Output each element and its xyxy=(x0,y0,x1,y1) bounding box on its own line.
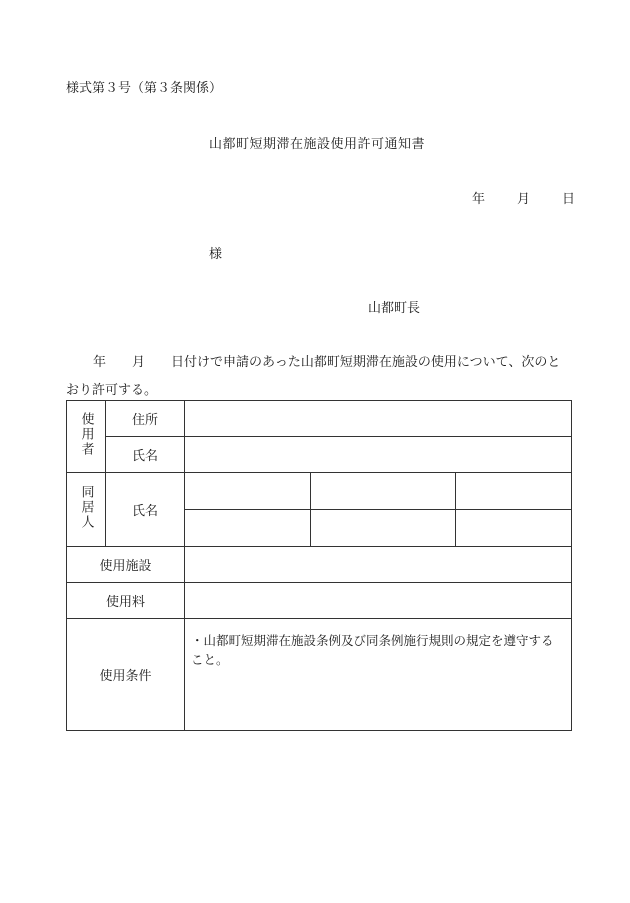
document-title: 山都町短期滞在施設使用許可通知書 xyxy=(209,137,426,152)
facility-field[interactable] xyxy=(185,547,572,583)
cohabitant-label-cell xyxy=(67,473,106,547)
cohabitant-name-field[interactable] xyxy=(185,510,311,547)
date-day: 日 xyxy=(562,192,576,207)
fee-field[interactable] xyxy=(185,583,572,619)
body-text: 年 月 日付けで申請のあった山都町短期滞在施設の使用について、次のとおり許可する。 xyxy=(66,355,561,398)
name-field[interactable] xyxy=(185,437,572,473)
cohabitant-name-field[interactable] xyxy=(185,473,311,510)
fee-label: 使用料 xyxy=(67,583,185,619)
issuer-name: 山都町長 xyxy=(368,301,421,316)
cohabitant-name-field[interactable] xyxy=(311,473,456,510)
addressee-honorific: 様 xyxy=(209,247,223,262)
user-label-cell xyxy=(67,401,106,473)
form-number: 様式第３号（第３条関係） xyxy=(66,81,223,96)
conditions-text: ・山都町短期滞在施設条例及び同条例施行規則の規定を遵守すること。 xyxy=(185,619,572,731)
cohabitant-name-field[interactable] xyxy=(311,510,456,547)
name-label: 氏名 xyxy=(106,437,185,473)
user-label: 使用者 xyxy=(78,412,94,457)
cohabitant-name-label: 氏名 xyxy=(106,473,185,547)
cohabitant-name-field[interactable] xyxy=(456,510,572,547)
address-field[interactable] xyxy=(185,401,572,437)
cohabitant-label: 同居人 xyxy=(78,485,94,530)
permit-table xyxy=(66,400,572,731)
conditions-label: 使用条件 xyxy=(67,619,185,731)
facility-label: 使用施設 xyxy=(67,547,185,583)
date-month: 月 xyxy=(517,192,531,207)
address-label: 住所 xyxy=(106,401,185,437)
date-line xyxy=(472,188,575,207)
date-year: 年 xyxy=(472,192,486,207)
cohabitant-name-field[interactable] xyxy=(456,473,572,510)
